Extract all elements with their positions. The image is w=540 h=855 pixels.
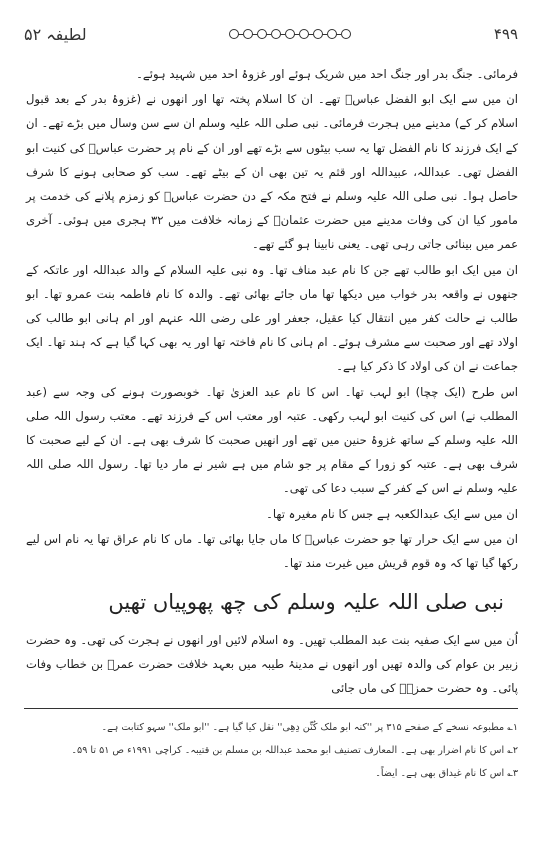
- main-text-continued: [26, 628, 518, 701]
- footnote: ۱؎ مطبوعہ نسخے کے صفحے ۳۱۵ پر ''کنہ ابو ملک کُنِّن دِھِی'' نقل کیا گیا ہے۔ ''ابو ملک'' سہو کتابت ہے۔: [101, 722, 518, 733]
- footnotes: [26, 716, 518, 785]
- page-number: ۴۹۹: [493, 25, 518, 43]
- footnote: ۲؎ اس کا نام اضرار بھی ہے۔ المعارف تصنیف ابو محمد عبداللہ بن مسلم بن قتیبہ۔ کراچی ۱۹۹۱ء ص ۵۱ تا ۵۹۔: [71, 745, 518, 756]
- paragraph: اس طرح (ایک چچا) ابو لہب تھا۔ اس کا نام عبد العزیٰ تھا۔ خوبصورت ہونے کی وجہ سے (عبد المطلب نے) اس کی کنیت ابو لہب رکھی۔ عتبہ اور معتب اس کے فرزند تھے۔ معتب رسول اللہ صلی اللہ علیہ وسلم کے ساتھ غزوۂ حنین میں تھے اور انھیں صحبت کا شرف بھی ہے۔ ان کے لیے صحبت کا شرف بھی ہے۔ عتبہ کو زورا کے مقام پر جو شام میں ہے شیر نے مار دیا تھا۔ رسول اللہ صلی اللہ علیہ وسلم نے اس کے کفر کے سبب دعا کی تھی۔: [26, 384, 518, 496]
- header-ornament-icon: [229, 29, 351, 39]
- paragraph: اُن میں سے ایک صفیہ بنت عبد المطلب تھیں۔ وہ اسلام لائیں اور انھوں نے ہجرت کی تھی۔ وہ حضرت زبیر بن عوام کی والدہ تھیں اور انھوں نے مدینۂ طیبہ میں بعہد خلافت حضرت عمرؓ بن خطاب وفات پائی۔ وہ حضرت حمزہؓ کی ماں جائی: [26, 633, 518, 696]
- section-label: لطیفہ ۵۲: [24, 24, 87, 44]
- paragraph: فرمائی۔ جنگ بدر اور جنگ احد میں شریک ہوئے اور غزوۂ احد میں شہید ہوئے۔: [136, 67, 518, 81]
- main-text: [26, 62, 518, 575]
- paragraph: ان میں ایک ابو طالب تھے جن کا نام عبد مناف تھا۔ وہ نبی علیہ السلام کے والد عبداللہ اور عاتکہ کے جنھوں نے واقعہ بدر خواب میں دیکھا تھا ماں جائے بھائی تھے۔ والدہ کا نام فاطمہ بنت عمرو تھا۔ ابو طالب نے حالت کفر میں انتقال کیا عقیل، جعفر اور علی رضی اللہ عنہم اور ام ہانی ابو طالب کی اولاد تھے اور صحبت سے مشرف ہوئے۔ ام ہانی کا نام فاختہ تھا اور یہ بھی کہا گیا ہے کہ ہند تھا۔ ایک جماعت نے ان کی اولاد کا ذکر کیا ہے۔: [26, 262, 518, 374]
- paragraph: ان میں سے ایک ابو الفضل عباسؓ تھے۔ ان کا اسلام پختہ تھا اور انھوں نے (غزوۂ بدر کے بعد قبول اسلام کر کے) مدینے میں ہجرت فرمائی۔ نبی صلی اللہ علیہ وسلم ان سے سن وسال میں بڑے تھے۔ ان کے ایک فرزند کا نام الفضل تھا یہ سب بیٹوں سے بڑے تھے اور ان کے نام پر حضرت عباسؓ کی کنیت ابو الفضل تھی۔ عبداللہ، عبیداللہ اور قثم یہ تین بھی ان کے بیٹے تھے۔ سب کو صحابی ہونے کا شرف حاصل ہوا۔ نبی صلی اللہ علیہ وسلم نے فتح مکہ کے دن حضرت عباسؓ کو زمزم پلانے کی خدمت پر مامور کیا ان کی وفات مدینے میں حضرت عثمانؓ کے زمانہ خلافت میں ۳۲ ہجری میں ہوئی۔ آخری عمر میں بینائی جاتی رہی تھی۔ یعنی نابینا ہو گئے تھے۔: [26, 92, 518, 252]
- footnote-divider: [24, 708, 518, 709]
- paragraph: ان میں سے ایک حرار تھا جو حضرت عباسؓ کا ماں جایا بھائی تھا۔ ماں کا نام عراق تھا یہ نام اس لیے رکھا گیا تھا کہ وہ قوم قریش میں غیرت مند تھا۔: [26, 531, 518, 571]
- paragraph: ان میں سے ایک عبدالکعبہ ہے جس کا نام مغیرہ تھا۔: [266, 506, 518, 521]
- section-heading: نبی صلی اللہ علیہ وسلم کی چھ پھوپیاں تھیں: [108, 590, 504, 614]
- page-header: [24, 22, 518, 46]
- footnote: ۳؎ اس کا نام غیداق بھی ہے۔ ایضاً۔: [375, 768, 518, 779]
